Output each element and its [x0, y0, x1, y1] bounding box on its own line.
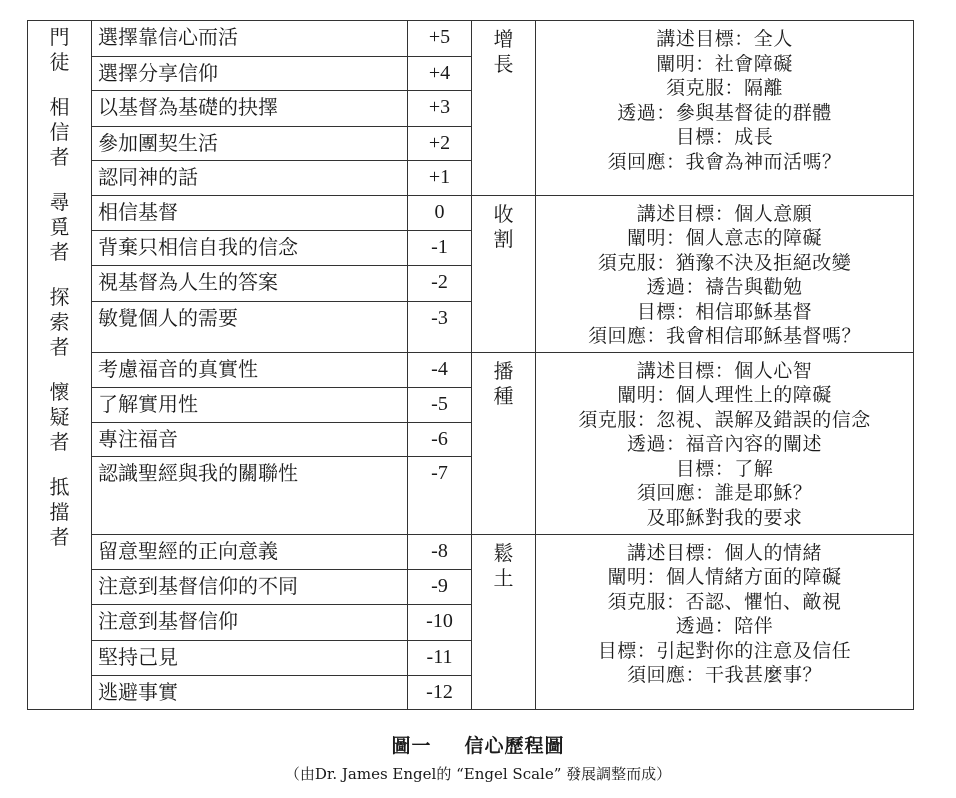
figure-title: 信心歷程圖 — [464, 735, 565, 757]
description-line: 須回應：誰是耶穌？ — [636, 482, 813, 505]
description-line: 講述目標：全人 — [656, 28, 793, 50]
scale-score: -10 — [408, 605, 472, 640]
phase-char: 播 — [493, 358, 514, 383]
description-line: 及耶穌對我的要求 — [646, 506, 803, 529]
phase-name — [472, 21, 536, 196]
phase-name — [472, 534, 536, 709]
step-label: 逃避事實 — [92, 675, 408, 709]
phase-char: 收 — [493, 201, 514, 226]
scale-score: -9 — [408, 570, 472, 605]
phase-name — [472, 352, 536, 534]
description-line: 闡明：個人情緒方面的障礙 — [607, 566, 842, 589]
description-line: 目標：了解 — [675, 457, 774, 480]
phase-char: 鬆 — [493, 540, 514, 565]
description-line: 目標：相信耶穌基督 — [636, 300, 813, 323]
step-label: 視基督為人生的答案 — [92, 266, 408, 301]
description-line: 闡明：個人理性上的障礙 — [617, 384, 832, 407]
description-line: 透過：參與基督徒的群體 — [617, 101, 832, 124]
scale-score: +3 — [408, 91, 472, 126]
step-label: 認識聖經與我的關聯性 — [92, 457, 408, 534]
stage-char: 索 — [49, 310, 70, 334]
description-line: 透過：禱告與勸勉 — [646, 276, 803, 299]
stage-char: 抵 — [49, 475, 70, 499]
scale-score: +4 — [408, 57, 472, 91]
step-label: 相信基督 — [92, 195, 408, 230]
stage-char: 徒 — [49, 50, 70, 74]
stage-column — [28, 21, 92, 710]
scale-score: -7 — [408, 457, 472, 534]
phase-name — [472, 195, 536, 352]
scale-score: +1 — [408, 160, 472, 195]
step-label: 參加團契生活 — [92, 126, 408, 160]
engel-scale-table — [27, 20, 914, 710]
phase-description — [536, 534, 914, 709]
step-label: 選擇靠信心而活 — [92, 21, 408, 57]
step-label: 了解實用性 — [92, 388, 408, 423]
stage-char: 擋 — [49, 500, 70, 524]
scale-score: -5 — [408, 388, 472, 423]
table-row — [28, 195, 914, 230]
figure-number: 圖一 — [391, 735, 432, 757]
figure-subcaption: （由Dr. James Engel的 “Engel Scale” 發展調整而成） — [284, 765, 672, 783]
description-line: 須回應：干我甚麼事？ — [626, 664, 822, 687]
phase-description — [536, 21, 914, 196]
description-line: 講述目標：個人意願 — [636, 202, 813, 225]
scale-score: -4 — [408, 352, 472, 387]
scale-score: -3 — [408, 301, 472, 352]
stage-char: 尋 — [49, 190, 70, 214]
figure-caption — [0, 731, 956, 758]
step-label: 堅持己見 — [92, 640, 408, 675]
description-line: 透過：陪伴 — [675, 615, 774, 638]
step-label: 敏覺個人的需要 — [92, 301, 408, 352]
description-line: 須回應：我會為神而活嗎？ — [607, 150, 842, 173]
step-label: 留意聖經的正向意義 — [92, 534, 408, 569]
description-line: 須克服：忽視、誤解及錯誤的信念 — [578, 408, 871, 431]
description-line: 闡明：社會障礙 — [656, 52, 793, 75]
table-row — [28, 534, 914, 569]
stage-char: 覓 — [49, 215, 70, 239]
stage-char: 相 — [49, 95, 70, 119]
description-line: 目標：引起對你的注意及信任 — [597, 639, 852, 662]
stage-char: 者 — [49, 335, 70, 359]
stage-char: 門 — [49, 25, 70, 49]
phase-char: 土 — [493, 565, 514, 590]
description-line: 講述目標：個人心智 — [636, 359, 813, 382]
stage-char: 者 — [49, 525, 70, 549]
scale-score: -12 — [408, 675, 472, 709]
description-line: 須克服：猶豫不決及拒絕改變 — [597, 251, 852, 274]
phase-description — [536, 195, 914, 352]
stage-char: 信 — [49, 120, 70, 144]
table-row — [28, 352, 914, 387]
stage-char: 者 — [49, 430, 70, 454]
description-line: 講述目標：個人的情緒 — [626, 541, 822, 564]
phase-char: 增 — [493, 27, 514, 51]
scale-score: -2 — [408, 266, 472, 301]
step-label: 注意到基督信仰的不同 — [92, 570, 408, 605]
scale-score: -8 — [408, 534, 472, 569]
description-line: 須回應：我會相信耶穌基督嗎？ — [587, 325, 861, 348]
stage-char: 疑 — [49, 405, 70, 429]
step-label: 背棄只相信自我的信念 — [92, 231, 408, 266]
step-label: 注意到基督信仰 — [92, 605, 408, 640]
scale-score: +5 — [408, 21, 472, 57]
step-label: 認同神的話 — [92, 160, 408, 195]
stage-char: 懷 — [49, 380, 70, 404]
step-label: 選擇分享信仰 — [92, 57, 408, 91]
phase-char: 割 — [493, 226, 514, 251]
phase-char: 長 — [493, 52, 514, 76]
scale-score: -1 — [408, 231, 472, 266]
stage-char: 者 — [49, 145, 70, 169]
step-label: 專注福音 — [92, 423, 408, 457]
description-line: 透過：福音內容的闡述 — [626, 433, 822, 456]
step-label: 考慮福音的真實性 — [92, 352, 408, 387]
stage-char: 探 — [49, 285, 70, 309]
table-row — [28, 21, 914, 57]
scale-score: -6 — [408, 423, 472, 457]
description-line: 須克服：否認、懼怕、敵視 — [607, 590, 842, 613]
step-label: 以基督為基礎的抉擇 — [92, 91, 408, 126]
stage-char: 者 — [49, 240, 70, 264]
scale-score: -11 — [408, 640, 472, 675]
phase-description — [536, 352, 914, 534]
description-line: 目標：成長 — [675, 126, 774, 148]
scale-score: 0 — [408, 195, 472, 230]
description-line: 闡明：個人意志的障礙 — [626, 227, 822, 250]
description-line: 須克服：隔離 — [665, 77, 783, 99]
scale-score: +2 — [408, 126, 472, 160]
phase-char: 種 — [493, 383, 514, 408]
